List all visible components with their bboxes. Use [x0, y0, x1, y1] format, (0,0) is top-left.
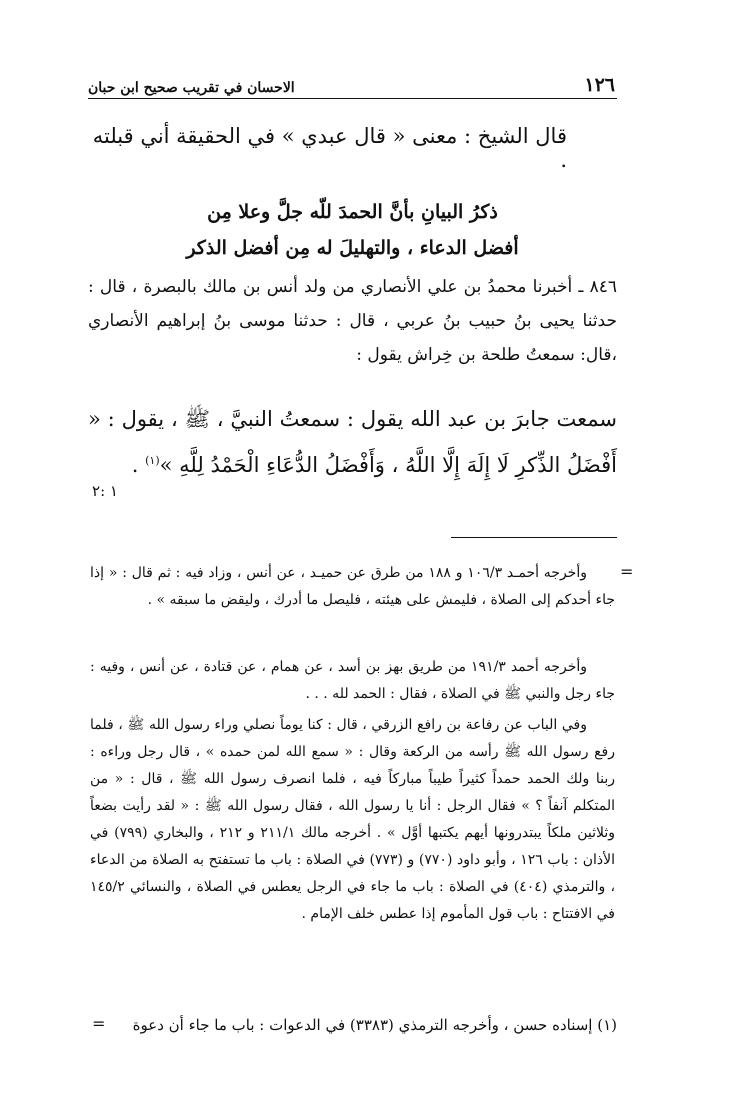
footnote-1-continuation-mark: =	[92, 1014, 106, 1033]
footnote-paragraph-3: وفي الباب عن رفاعة بن رافع الزرقي ، قال : كنا يوماً نصلي وراء رسول الله ﷺ ، فلما رفع رسول الله ﷺ رأسه من الركعة وقال : « سمع الله لمن حمده » ، قال رجل وراءه : ربنا ولك الحمد حمداً كثيراً طيباً مباركاً فيه ، فلما انصرف رسول الله ﷺ ، قال : « من المتكلم آنفاً ؟ » فقال الرجل : أنا يا رسول الله ، فقال رسول الله ﷺ : « لقد رأيت بضعاً وثلاثين ملكاً يبتدرونها أيهم يكتبها أوَّل » . أخرجه مالك ٢١١/١ و ٢١٢ ، والبخاري (٧٩٩) في الأذان : باب ١٢٦ ، وأبو داود (٧٧٠) و (٧٧٣) في الصلاة : باب ما تستفتح به الصلاة من الدعاء ، والترمذي (٤٠٤) في الصلاة : باب ما جاء في الرجل يعطس في الصلاة ، والنسائي ١٤٥/٢ في الافتتاح : باب قول المأموم إذا عطس خلف الإمام .	[90, 717, 615, 922]
hadith-end: .	[131, 453, 146, 477]
page-number: ١٢٦	[584, 74, 615, 96]
cross-reference: ١ :٢	[92, 482, 118, 500]
header-rule	[88, 98, 617, 99]
footnote-paragraph-1: وأخرجه أحمـد ١٠٦/٣ و ١٨٨ من طرق عن حميـد ، عن أنس ، وزاد فيه : ثم قال : « إذا جاء أحدكم إلى الصلاة ، فليمش على هيئته ، فليصل ما أدرك ، وليقض ما سبقه » .	[90, 565, 615, 608]
hadith-text	[88, 398, 617, 486]
chapter-heading-line-1: ذكرُ البيانِ بأنَّ الحمدَ للّه جلَّ وعلا مِن	[207, 201, 498, 223]
footnote-paragraph-2: وأخرجه أحمد ١٩١/٣ من طريق بهز بن أسد ، عن همام ، عن قتادة ، عن أنس ، وفيه : جاء رجل والنبي ﷺ في الصلاة ، فقال : الحمد لله . . .	[90, 659, 615, 702]
hadith-chain-text: أخبرنا محمدُ بن علي الأنصاري من ولد أنس بن مالك بالبصرة ، قال : حدثنا يحيى بنُ حبيب بنُ عربي ، قال : حدثنا موسى بنُ إبراهيم الأنصاري ،قال: سمعتُ طلحة بن خِراش يقول :	[88, 277, 617, 365]
footnote-separator	[451, 537, 617, 538]
hadith-matn: سمعت جابرَ بن عبد الله يقول : سمعتُ النبيَّ ، ﷺ ، يقول : « أَفْضَلُ الذِّكرِ لَا إِلَهَ إِلَّا اللَّهُ ، وَأَفْضَلُ الدُّعَاءِ الْحَمْدُ لِلَّهِ »	[88, 407, 617, 477]
footnote-1: (١) إسناده حسن ، وأخرجه الترمذي (٣٣٨٣) في الدعوات : باب ما جاء أن دعوة	[132, 1016, 617, 1034]
hadith-number: ٨٤٦ ـ	[578, 277, 617, 297]
hadith-chain	[88, 270, 617, 372]
running-title: الاحسان في تقريب صحيح ابن حبان	[88, 80, 295, 96]
chapter-heading-line-2: أفضل الدعاء ، والتهليلَ له مِن أفضل الذكر	[186, 237, 519, 259]
page-header	[88, 70, 615, 96]
footnote-marker: (١)	[145, 454, 160, 467]
opening-sentence: قال الشيخ : معنى « قال عبدي » في الحقيقة أني قبلته .	[92, 124, 567, 172]
continuation-mark: =	[620, 562, 634, 581]
